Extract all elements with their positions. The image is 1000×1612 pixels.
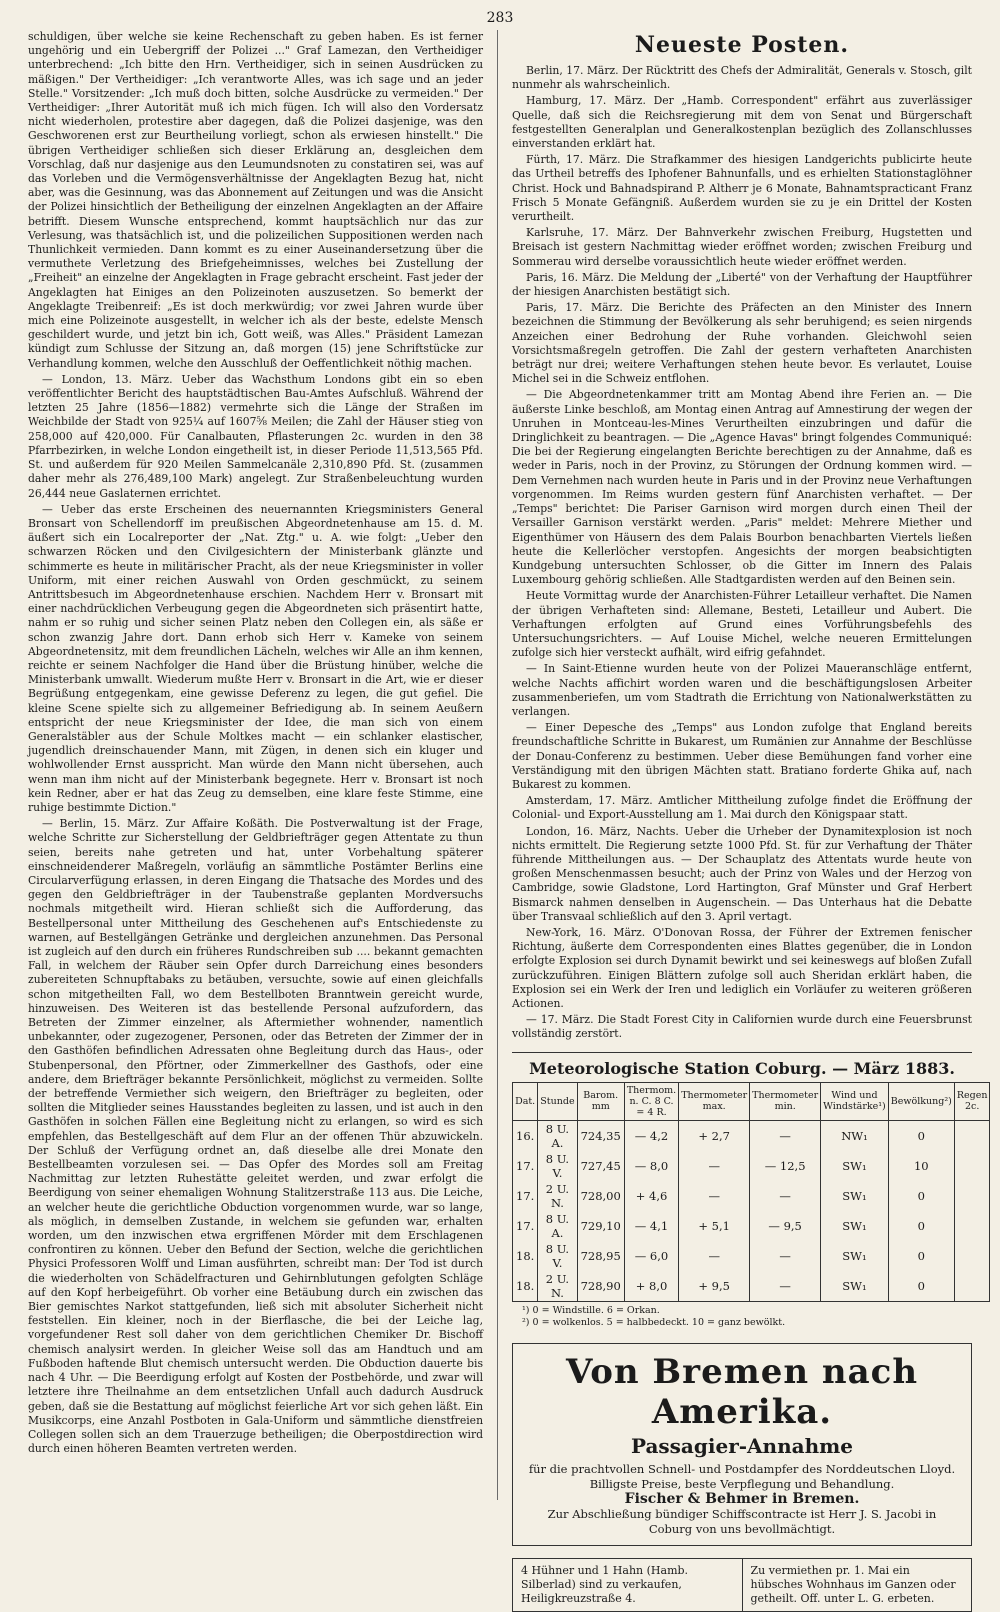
weather-cell: 0 bbox=[888, 1241, 954, 1271]
news-item: Paris, 16. März. Die Meldung der „Liberté" von der Verhaftung der Hauptführer der hiesigen Anarchisten bestätigt sich. bbox=[512, 270, 972, 299]
weather-cell: 729,10 bbox=[577, 1211, 624, 1241]
weather-notes bbox=[522, 1305, 972, 1329]
weather-cell bbox=[954, 1151, 990, 1181]
article-paragraph: schuldigen, über welche sie keine Rechenschaft zu geben haben. Es ist ferner ungehörig und ein Uebergriff der Polizei ..." Graf Lamezan, den Vertheidiger unterbrechend: „Ich bitte den Hrn. Vertheidiger, sich in seinen Ausdrücken zu mäßigen." Der Vertheidiger: „Ich verantworte Alles, was ich sage und an jeder Stelle." Vorsitzender: „Ich muß doch bitten, solche Ausdrücke zu vermeiden." Der Vertheidiger: „Ihrer Autorität muß ich mich fügen. Ich will also den Vordersatz nicht wiederholen, protestire aber dagegen, daß die Polizei dasjenige, was den Geschworenen erst zur Beurtheilung vorliegt, schon als erwiesen hinstellt." Die übrigen Vertheidiger schließen sich dieser Erklärung an, desgleichen dem Vorschlag, daß nur dasjenige aus den Leumundsnoten zu constatiren sei, was auf das Vorleben und die Vermögensverhältnisse der Angeklagten Bezug hat, nicht aber, was die Gesinnung, was das Abonnement auf Zeitungen und was die Ansicht der Polizei hinsichtlich der Betheiligung der einzelnen Angeklagten an der Affaire betrifft. Diesem Wunsche entsprechend, kommt hauptsächlich nur das zur Verlesung, was thatsächlich ist, und die polizeilichen Suppositionen werden nach Thunlichkeit vermieden. Dann kommt es zu einer Auseinandersetzung über die vermuthete Verletzung des Briefgeheimnisses, welches bei Zustellung der „Freiheit" an einzelne der Angeklagten in Frage gebracht erscheint. Fast jeder der Angeklagten hat Einiges an den Polizeinoten auszusetzen. So bemerkt der Angeklagte Treibenreif: „Es ist doch merkwürdig; vor zwei Jahren wurde über mich eine Polizeinote ausgestellt, in welcher ich als der beste, edelste Mensch geschildert wurde, und jetzt bin ich, Gott weiß, was Alles." Präsident Lamezan kündigt zum Schlusse der Sitzung an, daß morgen (15) jene Schriftstücke zur Verhandlung kommen, welche den Ausschluß der Oeffentlichkeit nöthig machen. bbox=[28, 30, 484, 370]
weather-cell: — 8,0 bbox=[624, 1151, 678, 1181]
section-heading: Neueste Posten. bbox=[634, 32, 850, 58]
weather-cell bbox=[954, 1211, 990, 1241]
weather-cell: + 5,1 bbox=[679, 1211, 750, 1241]
weather-cell: 724,35 bbox=[577, 1120, 624, 1151]
weather-cell: — bbox=[750, 1241, 821, 1271]
ad-line: Zur Abschließung bündiger Schiffscontracte ist Herr J. S. Jacobi in bbox=[547, 1506, 937, 1521]
weather-cell: — bbox=[679, 1151, 750, 1181]
ad-line: Coburg von uns bevollmächtigt. bbox=[648, 1521, 836, 1536]
article-paragraph: — London, 13. März. Ueber das Wachsthum Londons gibt ein so eben veröffentlichter Bericht des hauptstädtischen Bau-Amtes Aufschluß. Während der letzten 25 Jahre (1856—1882) vermehrte sich die Länge der Straßen im Weichbilde der Stadt von 925¼ auf 1607⅝ Meilen; die Zahl der Häuser stieg von 258,000 auf 420,000. Für Canalbauten, Pflasterungen 2c. wurden in den 38 Pfarrbezirken, in welche London eingetheilt ist, in dieser Periode 11,513,565 Pfd. St. und außerdem für 920 Meilen Sammelcanäle 2,310,890 Pfd. St. (zusammen daher mehr als 276,489,100 Mark) angelegt. Zur Straßenbeleuchtung wurden 26,444 neue Gaslaternen errichtet. bbox=[28, 372, 484, 500]
ad-firm: Fischer & Behmer in Bremen. bbox=[624, 1490, 860, 1507]
weather-header: Barom. mm bbox=[577, 1082, 624, 1120]
news-item: New-York, 16. März. O'Donovan Rossa, der Führer der Extremen fenischer Richtung, äußerte dem Correspondenten eines Blattes gegenüber, die in London erfolgte Explosion sei durch Dynamit bewirkt und sei keineswegs auf bloßen Zufall zurückzuführen. Einigen Blättern zufolge soll auch Sheridan erklärt haben, die Explosion sei ein Werk der Iren und lediglich ein Vorläufer zu weiteren größeren Actionen. bbox=[512, 925, 972, 1010]
weather-cell: — bbox=[750, 1271, 821, 1302]
classified-ad-poultry: 4 Hühner und 1 Hahn (Hamb. Silberlad) sind zu verkaufen, Heiligkreuzstraße 4. bbox=[513, 1559, 743, 1611]
weather-cell: 8 U. A. bbox=[538, 1211, 577, 1241]
news-item: Hamburg, 17. März. Der „Hamb. Correspondent" erfährt aus zuverlässiger Quelle, daß sich die Reichsregierung mit dem von Senat und Bürgerschaft festgestellten Generalplan und Generalkostenplan bezüglich des Zollanschlusses einverstanden erklärt hat. bbox=[512, 94, 972, 151]
weather-cell: 18. bbox=[513, 1241, 538, 1271]
classified-ads bbox=[512, 1558, 972, 1612]
weather-cell: 0 bbox=[888, 1271, 954, 1302]
page-number: 283 bbox=[486, 10, 514, 26]
weather-cell: 17. bbox=[513, 1211, 538, 1241]
weather-row bbox=[513, 1151, 990, 1181]
weather-cell: — 4,1 bbox=[624, 1211, 678, 1241]
news-item: — Die Abgeordnetenkammer tritt am Montag Abend ihre Ferien an. — Die äußerste Linke beschloß, am Montag einen Antrag auf Amnestirung der wegen der Unruhen in Montceau-les-Mines Verurtheilten einzubringen und dafür die Dringlichkeit zu beantragen. — Die „Agence Havas" bringt folgendes Communiqué: Die bei der Regierung eingelangten Berichte berechtigen zu der Annahme, daß es weder in Paris, noch in der Provinz, zu Störungen der Ordnung kommen wird. — Dem Vernehmen nach wurden heute in Paris und in der Provinz neue Verhaftungen vorgenommen. Im Reims wurden gestern fünf Anarchisten verhaftet. — Der „Temps" berichtet: Die Pariser Garnison wird morgen durch einen Theil der Versailler Garnison verstärkt werden. „Paris" meldet: Mehrere Miether und Eigenthümer von Häusern des dem Palais Bourbon benachbarten Viertels ließen heute die Kellerlöcher verstopfen. Angesichts der morgen beabsichtigten Kundgebung untersuchten Schlosser, ob die Gitter im Innern des Palais Luxembourg gehörig schließen. Alle Stadtgardisten werden auf den Beinen sein. bbox=[512, 388, 972, 587]
weather-cell bbox=[954, 1241, 990, 1271]
weather-cell: NW₁ bbox=[821, 1120, 889, 1151]
weather-cell: 728,95 bbox=[577, 1241, 624, 1271]
weather-cell bbox=[954, 1181, 990, 1211]
weather-cell: — 9,5 bbox=[750, 1211, 821, 1241]
article-paragraph: — Berlin, 15. März. Zur Affaire Koßäth. Die Postverwaltung ist der Frage, welche Schritte zur Sicherstellung der Geldbriefträger gegen Attentate zu thun seien, bereits nahe getreten und hat, unter Vorbehaltung späterer einschneidenderer Maßregeln, vorläufig an sämmtliche Postämter Berlins eine Circularverfügung erlassen, in deren Eingang die Thatsache des Mordes und des gegen den Geldbriefträger in der Taubenstraße geplanten Mordversuchs nochmals mitgetheilt wird. Hieran schließt sich die Aufforderung, das Bestellpersonal unter Mittheilung des Geschehenen auf's Entschiedenste zu warnen, auf Bestellgängen Getränke und dergleichen anzunehmen. Das Personal ist zugleich auf den durch ein früheres Rundschreiben sub .... bekannt gemachten Fall, in welchem der Räuber sein Opfer durch Darreichung eines besonders zubereiteten Schnupftabaks zu betäuben, versuchte, sowie auf einen gleichfalls schon mitgetheilten Fall, wo dem Bestellboten Branntwein gereicht wurde, hinzuweisen. Des Weiteren ist das bestellende Personal aufzufordern, das Betreten der Zimmer einzelner, als Aftermiether wohnender, namentlich unbekannter, oder zugezogener, Personen, oder das Betreten der Zimmer der in den Gasthöfen befindlichen Adressaten ohne Begleitung durch das Haus-, oder Stubenpersonal, den Pförtner, oder Zimmerkellner des Gasthofs, oder eine andere, dem Briefträger bekannte Persönlichkeit, möglichst zu vermeiden. Sollte der betreffende Vermiether sich weigern, den Briefträger zu begleiten, oder sollten die Mitglieder seines Hausstandes begleiten zu lassen, und ist auch in den Gasthöfen in solchen Fällen eine Begleitung nicht zu erlangen, so wird es sich empfehlen, das Bestellgeschäft auf dem Flur an der offenen Thür abzuwickeln. Der Schluß der Verfügung ordnet an, daß dieselbe alle drei Monate den Bestellbeamten vorzulesen sei. — Das Opfer des Mordes soll am Freitag Nachmittag zur letzten Ruhestätte geleitet werden, und zwar erfolgt die Beerdigung von seiner ehemaligen Wohnung Stalitzerstraße 113 aus. Die Leiche, an welcher heute die gerichtliche Obduction vorgenommen wurde, war so lange, als möglich, in demselben Zustande, in welchem sie gefunden war, erhalten worden, um den inzwischen etwa ergriffenen Mörder mit dem Erschlagenen confrontiren zu können. Ueber den Befund der Section, welche die gerichtlichen Physici Professoren Wolff und Liman ausführten, schreibt man: Der Tod ist durch die wiederholten von Schädelfracturen und Gehirnblutungen gefolgten Schläge auf den Kopf herbeigeführt. Ob vorher eine Betäubung durch ein zwischen das Bier gemischtes Narkot stattgefunden, ließ sich mit absoluter Sicherheit nicht feststellen. Ein kleiner, noch in der Bierflasche, die bei der Leiche lag, vorgefundener Rest soll daher von dem gerichtlichen Chemiker Dr. Bischoff chemisch analysirt werden. In gleicher Weise soll das am Handtuch und am Fußboden haftende Blut chemisch untersucht werden. Die Obduction dauerte bis nach 4 Uhr. — Die Beerdigung erfolgt auf Kosten der Postbehörde, und zwar will letztere ihre Theilnahme an dem entsetzlichen Unfall auch dadurch Ausdruck geben, daß sie die Bestattung auf möglichst feierliche Art vor sich gehen läßt. Ein Musikcorps, eine Anzahl Postboten in Gala-Uniform und sämmtliche dienstfreien Collegen sollen sich an dem Trauerzuge betheiligen; die Oberpostdirection wird durch einen höheren Beamten vertreten werden. bbox=[28, 817, 484, 1456]
weather-row bbox=[513, 1211, 990, 1241]
news-item: Amsterdam, 17. März. Amtlicher Mittheilung zufolge findet die Eröffnung der Colonial- und Export-Ausstellung am 1. Mai durch den Königspaar statt. bbox=[512, 794, 972, 822]
left-column bbox=[28, 30, 483, 1500]
weather-cell bbox=[954, 1120, 990, 1151]
weather-row bbox=[513, 1241, 990, 1271]
news-item: Fürth, 17. März. Die Strafkammer des hiesigen Landgerichts publicirte heute das Urtheil betreffs des Iphofener Bahnunfalls, und es erhielten Stationstaglöhner Christ. Hock und Bahnadspirand P. Altherr je 6 Monate, Bahnamtspracticant Franz Frisch 5 Monate Gefängniß. Außerdem wurden sie zu je ein Drittel der Kosten verurtheilt. bbox=[512, 153, 972, 224]
weather-cell: SW₁ bbox=[821, 1181, 889, 1211]
weather-cell: 18. bbox=[513, 1271, 538, 1302]
weather-cell: 728,90 bbox=[577, 1271, 624, 1302]
weather-cell: — 4,2 bbox=[624, 1120, 678, 1151]
weather-header: Wind und Windstärke¹) bbox=[821, 1082, 889, 1120]
weather-cell: + 9,5 bbox=[679, 1271, 750, 1302]
weather-cell: 17. bbox=[513, 1151, 538, 1181]
weather-cell: 8 U. A. bbox=[538, 1120, 577, 1151]
weather-cell: 8 U. V. bbox=[538, 1151, 577, 1181]
weather-cell: 0 bbox=[888, 1181, 954, 1211]
news-item: Karlsruhe, 17. März. Der Bahnverkehr zwischen Freiburg, Hugstetten und Breisach ist gestern Nachmittag wieder eröffnet worden; zwischen Freiburg und Sommerau wird derselbe voraussichtlich heute wieder eröffnet werden. bbox=[512, 226, 972, 268]
classified-ad-house: Zu vermiethen pr. 1. Mai ein hübsches Wohnhaus im Ganzen oder getheilt. Off. unter L. G. erbeten. bbox=[750, 1563, 956, 1605]
weather-cell: — bbox=[679, 1181, 750, 1211]
news-item: Paris, 17. März. Die Berichte des Präfecten an den Minister des Innern bezeichnen die Stimmung der Bevölkerung als sehr beruhigend; es seien nirgends Anzeichen einer Bedrohung der Ruhe vorhanden. Gleichwohl seien Vorsichtsmaßregeln getroffen. Die Zahl der gestern verhafteten Anarchisten beträgt nur drei; weitere Verhaftungen stehen heute bevor. Es verlautet, Louise Michel sei in die Schweiz entflohen. bbox=[512, 301, 972, 386]
weather-cell: + 4,6 bbox=[624, 1181, 678, 1211]
weather-cell: + 8,0 bbox=[624, 1271, 678, 1302]
weather-cell: SW₁ bbox=[821, 1151, 889, 1181]
weather-cell: — 6,0 bbox=[624, 1241, 678, 1271]
weather-cell: — bbox=[679, 1241, 750, 1271]
weather-cell: 2 U. N. bbox=[538, 1181, 577, 1211]
weather-header: Thermometer min. bbox=[750, 1082, 821, 1120]
weather-row bbox=[513, 1181, 990, 1211]
shipping-advertisement bbox=[512, 1343, 972, 1546]
weather-row bbox=[513, 1271, 990, 1302]
news-item: — Einer Depesche des „Temps" aus London zufolge that England bereits freundschaftliche Schritte in Bukarest, um Rumänien zur Annahme der Beschlüsse der Donau-Conferenz zu bestimmen. Ueber diese Bemühungen fand vorher eine Verständigung mit den übrigen Mächten statt. Bratiano forderte Ghika auf, nach Bukarest zu kommen. bbox=[512, 721, 972, 791]
weather-header: Thermom. n. C. 8 C. = 4 R. bbox=[624, 1082, 678, 1120]
weather-row bbox=[513, 1120, 990, 1151]
ad-title: Von Bremen nach Amerika. bbox=[565, 1351, 919, 1432]
weather-header: Thermometer max. bbox=[679, 1082, 750, 1120]
weather-header: Bewölkung²) bbox=[888, 1082, 954, 1120]
weather-cell: 728,00 bbox=[577, 1181, 624, 1211]
weather-cell: SW₁ bbox=[821, 1271, 889, 1302]
news-item: Berlin, 17. März. Der Rücktritt des Chefs der Admiralität, Generals v. Stosch, gilt nunmehr als wahrscheinlich. bbox=[512, 64, 972, 92]
weather-title: Meteorologische Station Coburg. — März 1883. bbox=[512, 1052, 972, 1078]
news-item: — 17. März. Die Stadt Forest City in Californien wurde durch eine Feuersbrunst vollständig zerstört. bbox=[512, 1013, 972, 1041]
weather-cell: 727,45 bbox=[577, 1151, 624, 1181]
weather-note: ²) 0 = wolkenlos. 5 = halbbedeckt. 10 = ganz bewölkt. bbox=[522, 1316, 786, 1328]
weather-cell: 0 bbox=[888, 1211, 954, 1241]
weather-cell: — bbox=[750, 1120, 821, 1151]
weather-header: Dat. bbox=[513, 1082, 538, 1120]
weather-cell: 17. bbox=[513, 1181, 538, 1211]
weather-table bbox=[512, 1082, 990, 1302]
weather-cell: 8 U. V. bbox=[538, 1241, 577, 1271]
weather-cell: — bbox=[750, 1181, 821, 1211]
weather-note: ¹) 0 = Windstille. 6 = Orkan. bbox=[522, 1304, 660, 1316]
weather-cell: 2 U. N. bbox=[538, 1271, 577, 1302]
column-rule bbox=[497, 30, 498, 1500]
article-paragraph: — Ueber das erste Erscheinen des neuernannten Kriegsministers General Bronsart von Schellendorff im preußischen Abgeordnetenhause am 15. d. M. äußert sich ein Localreporter der „Nat. Ztg." u. A. wie folgt: „Ueber den schwarzen Röcken und den Civilgesichtern der Ministerbank glänzte und schimmerte es heute in militärischer Pracht, als der neue Kriegsminister in voller Uniform, mit einer reichen Auswahl von Orden geschmückt, zu seinem Antrittsbesuch im Abgeordnetenhause erschien. Nachdem Herr v. Bronsart mit einer nachdrücklichen Verbeugung gegen die Abgeordneten sich präsentirt hatte, nahm er so ruhig und sicher seinen Platz neben den Collegen ein, als säße er schon zwanzig Jahre dort. Dann erhob sich Herr v. Kameke von seinem Abgeordnetensitz, mit dem freundlichen Lächeln, welches wir Alle an ihm kennen, reichte er seinem Nachfolger die Hand über die Brüstung hinüber, welche die Ministerbank umwallt. Wiederum mußte Herr v. Bronsart in die Art, wie er dieser Begrüßung entgegenkam, eine gewisse Deferenz zu legen, die gut gefiel. Die kleine Scene spielte sich zu allgemeiner Befriedigung ab. In seinem Aeußern entspricht der neue Kriegsminister der Idee, die man sich von einem Generalstäbler aus der Schule Moltkes macht — ein schlanker elastischer, jugendlich dreinschauender Mann, mit Zügen, in denen sich ein kluger und wohlwollender Ernst ausspricht. Man würde den Mann nicht übersehen, auch wenn man ihm nicht auf der Ministerbank begegnete. Herr v. Bronsart ist noch kein Redner, aber er hat das Zeug zu demselben, eine klare feste Stimme, eine ruhige bestimmte Diction." bbox=[28, 502, 484, 814]
weather-header: Stunde bbox=[538, 1082, 577, 1120]
weather-cell: + 2,7 bbox=[679, 1120, 750, 1151]
weather-cell bbox=[954, 1271, 990, 1302]
weather-cell: 0 bbox=[888, 1120, 954, 1151]
news-item: London, 16. März, Nachts. Ueber die Urheber der Dynamitexplosion ist noch nichts ermittelt. Die Regierung setzte 1000 Pfd. St. für zur Verhaftung der Thäter führende Mittheilungen aus. — Der Schauplatz des Attentats wurde heute von großen Menschenmassen besucht; auch der Prinz von Wales und der Herzog von Cambridge, sowie Gladstone, Lord Hartington, Graf Münster und Graf Herbert Bismarck nahmen denselben in Augenschein. — Das Unterhaus hat die Debatte über Transvaal schließlich auf den 3. April vertagt. bbox=[512, 824, 972, 923]
weather-cell: — 12,5 bbox=[750, 1151, 821, 1181]
news-item: Heute Vormittag wurde der Anarchisten-Führer Letailleur verhaftet. Die Namen der übrigen Verhafteten sind: Allemane, Besteti, Letailleur und Aubert. Die Verhaftungen erfolgten auf Grund eines Vorführungsbefehls des Untersuchungsrichters. — Auf Louise Michel, welche neueren Ermittelungen zufolge sich hier versteckt aufhält, wird eifrig gefahndet. bbox=[512, 589, 972, 660]
ad-line: Billigste Preise, beste Verpflegung und Behandlung. bbox=[589, 1476, 895, 1491]
weather-header: Regen 2c. bbox=[954, 1082, 990, 1120]
ad-line: für die prachtvollen Schnell- und Postdampfer des Norddeutschen Lloyd. bbox=[528, 1461, 956, 1476]
ad-subtitle: Passagier-Annahme bbox=[630, 1433, 854, 1458]
weather-cell: 16. bbox=[513, 1120, 538, 1151]
weather-cell: SW₁ bbox=[821, 1241, 889, 1271]
right-column bbox=[512, 30, 988, 1605]
news-item: — In Saint-Etienne wurden heute von der Polizei Maueranschläge entfernt, welche Nachts affichirt worden waren und die beschäftigungslosen Arbeiter zusammenberiefen, um vom Stadtrath die Errichtung von Nationalwerkstätten zu verlangen. bbox=[512, 662, 972, 718]
weather-cell: 10 bbox=[888, 1151, 954, 1181]
weather-table-body bbox=[513, 1120, 990, 1301]
weather-cell: SW₁ bbox=[821, 1211, 889, 1241]
